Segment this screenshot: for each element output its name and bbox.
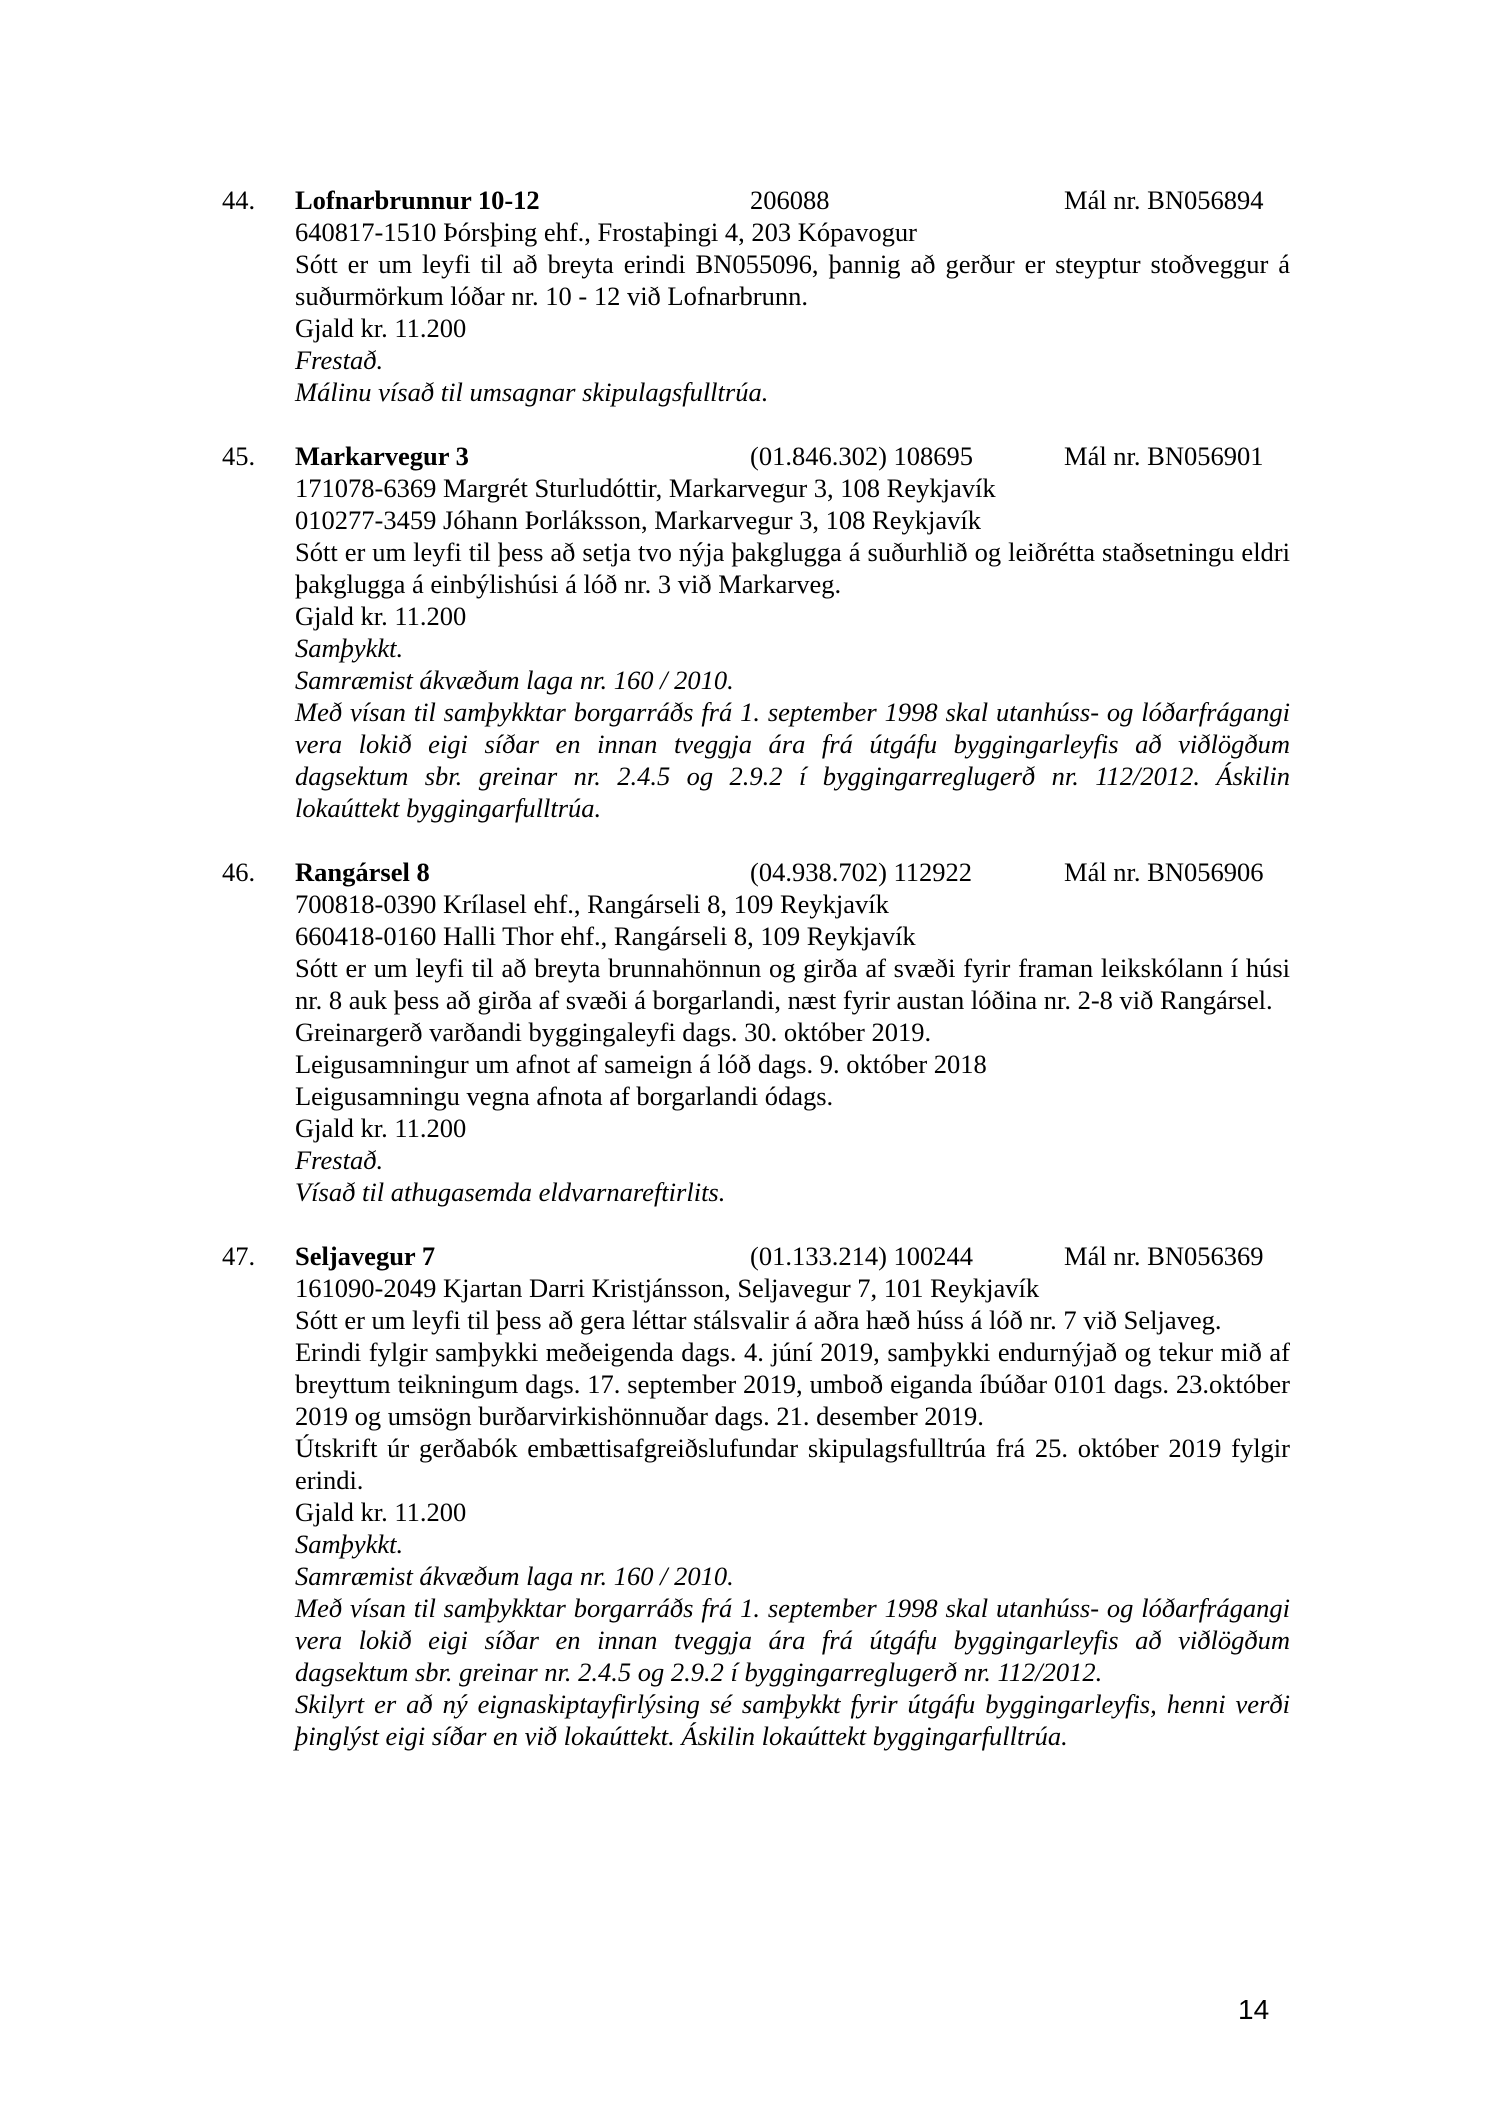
item-paragraph: Leigusamningu vegna afnota af borgarlandi ódags.	[295, 1081, 834, 1111]
item-address-title: Rangársel 8	[295, 857, 430, 887]
decision-paragraph: Frestað.	[295, 345, 384, 375]
item-paragraph: Leigusamningur um afnot af sameign á lóð dags. 9. október 2018	[295, 1049, 987, 1079]
item-paragraph: 010277-3459 Jóhann Þorláksson, Markarvegur 3, 108 Reykjavík	[295, 505, 981, 535]
item-paragraph: Gjald kr. 11.200	[295, 1497, 467, 1527]
item-address-title: Lofnarbrunnur 10-12	[295, 185, 540, 215]
decision-paragraph: Samræmist ákvæðum laga nr. 160 / 2010.	[295, 1561, 734, 1591]
item-paragraph: Sótt er um leyfi til þess að setja tvo nýja þakglugga á suðurhlið og leiðrétta staðsetningu eldri þakglugga á einbýlishúsi á lóð nr. 3 við Markarveg.	[295, 537, 1290, 599]
item-paragraph: Erindi fylgir samþykki meðeigenda dags. 4. júní 2019, samþykki endurnýjað og tekur mið af breyttum teikningum dags. 17. september 2019, umboð eiganda íbúðar 0101 dags. 23.október 2019 og umsögn burðarvirkishönnuðar dags. 21. desember 2019.	[295, 1337, 1290, 1431]
item-paragraph: Sótt er um leyfi til þess að gera léttar stálsvalir á aðra hæð húss á lóð nr. 7 við Seljaveg.	[295, 1305, 1222, 1335]
item-paragraph: Greinargerð varðandi byggingaleyfi dags. 30. október 2019.	[295, 1017, 932, 1047]
agenda-item-body	[295, 888, 1290, 1208]
agenda-item	[222, 184, 1290, 408]
decision-paragraph: Með vísan til samþykktar borgarráðs frá 1. september 1998 skal utanhúss- og lóðarfrágangi vera lokið eigi síðar en innan tveggja ára frá útgáfu byggingarleyfis að viðlögðum dagsektum sbr. greinar nr. 2.4.5 og 2.9.2 í byggingarreglugerð nr. 112/2012. Áskilin lokaúttekt byggingarfulltrúa.	[295, 697, 1290, 823]
item-paragraph: Gjald kr. 11.200	[295, 601, 467, 631]
item-case-number: Mál nr. BN056906	[1064, 857, 1264, 887]
item-plot-reference: (01.846.302) 108695	[750, 441, 974, 471]
agenda-item-heading	[222, 184, 1290, 216]
item-number: 46.	[222, 857, 256, 887]
item-number: 44.	[222, 185, 256, 215]
decision-paragraph: Skilyrt er að ný eignaskiptayfirlýsing sé samþykkt fyrir útgáfu byggingarleyfis, henni verði þinglýst eigi síðar en við lokaúttekt. Áskilin lokaúttekt byggingarfulltrúa.	[295, 1689, 1290, 1751]
agenda-item	[222, 1240, 1290, 1752]
agenda-item-body	[295, 472, 1290, 824]
decision-paragraph: Málinu vísað til umsagnar skipulagsfulltrúa.	[295, 377, 769, 407]
agenda-item-body	[295, 1272, 1290, 1752]
decision-paragraph: Frestað.	[295, 1145, 384, 1175]
agenda-item-heading	[222, 440, 1290, 472]
agenda-item	[222, 440, 1290, 824]
item-case-number: Mál nr. BN056894	[1064, 185, 1264, 215]
item-paragraph: 700818-0390 Krílasel ehf., Rangárseli 8, 109 Reykjavík	[295, 889, 889, 919]
decision-paragraph: Með vísan til samþykktar borgarráðs frá 1. september 1998 skal utanhúss- og lóðarfrágangi vera lokið eigi síðar en innan tveggja ára frá útgáfu byggingarleyfis að viðlögðum dagsektum sbr. greinar nr. 2.4.5 og 2.9.2 í byggingarreglugerð nr. 112/2012.	[295, 1593, 1290, 1687]
decision-paragraph: Vísað til athugasemda eldvarnareftirlits.	[295, 1177, 726, 1207]
item-paragraph: 161090-2049 Kjartan Darri Kristjánsson, Seljavegur 7, 101 Reykjavík	[295, 1273, 1040, 1303]
decision-paragraph: Samþykkt.	[295, 1529, 404, 1559]
item-paragraph: 640817-1510 Þórsþing ehf., Frostaþingi 4, 203 Kópavogur	[295, 217, 917, 247]
item-address-title: Markarvegur 3	[295, 441, 469, 471]
item-plot-reference: (04.938.702) 112922	[750, 857, 973, 887]
item-paragraph: Sótt er um leyfi til að breyta brunnahönnun og girða af svæði fyrir framan leikskólann í húsi nr. 8 auk þess að girða af svæði á borgarlandi, næst fyrir austan lóðina nr. 2-8 við Rangársel.	[295, 953, 1290, 1015]
agenda-item-list	[222, 184, 1290, 1784]
page-number: 14	[1238, 1994, 1270, 2025]
item-plot-reference: (01.133.214) 100244	[750, 1241, 974, 1271]
item-case-number: Mál nr. BN056901	[1064, 441, 1264, 471]
item-paragraph: Gjald kr. 11.200	[295, 313, 467, 343]
agenda-item-heading	[222, 1240, 1290, 1272]
decision-paragraph: Samræmist ákvæðum laga nr. 160 / 2010.	[295, 665, 734, 695]
item-case-number: Mál nr. BN056369	[1064, 1241, 1264, 1271]
item-plot-reference: 206088	[750, 185, 830, 215]
item-paragraph: 171078-6369 Margrét Sturludóttir, Markarvegur 3, 108 Reykjavík	[295, 473, 996, 503]
agenda-item	[222, 856, 1290, 1208]
item-address-title: Seljavegur 7	[295, 1241, 436, 1271]
agenda-item-body	[295, 216, 1290, 408]
agenda-item-heading	[222, 856, 1290, 888]
item-paragraph: Sótt er um leyfi til að breyta erindi BN055096, þannig að gerður er steyptur stoðveggur á suðurmörkum lóðar nr. 10 - 12 við Lofnarbrunn.	[295, 249, 1290, 311]
item-paragraph: Gjald kr. 11.200	[295, 1113, 467, 1143]
item-number: 45.	[222, 441, 256, 471]
item-number: 47.	[222, 1241, 256, 1271]
item-paragraph: 660418-0160 Halli Thor ehf., Rangárseli 8, 109 Reykjavík	[295, 921, 916, 951]
decision-paragraph: Samþykkt.	[295, 633, 404, 663]
item-paragraph: Útskrift úr gerðabók embættisafgreiðslufundar skipulagsfulltrúa frá 25. október 2019 fylgir erindi.	[295, 1433, 1290, 1495]
